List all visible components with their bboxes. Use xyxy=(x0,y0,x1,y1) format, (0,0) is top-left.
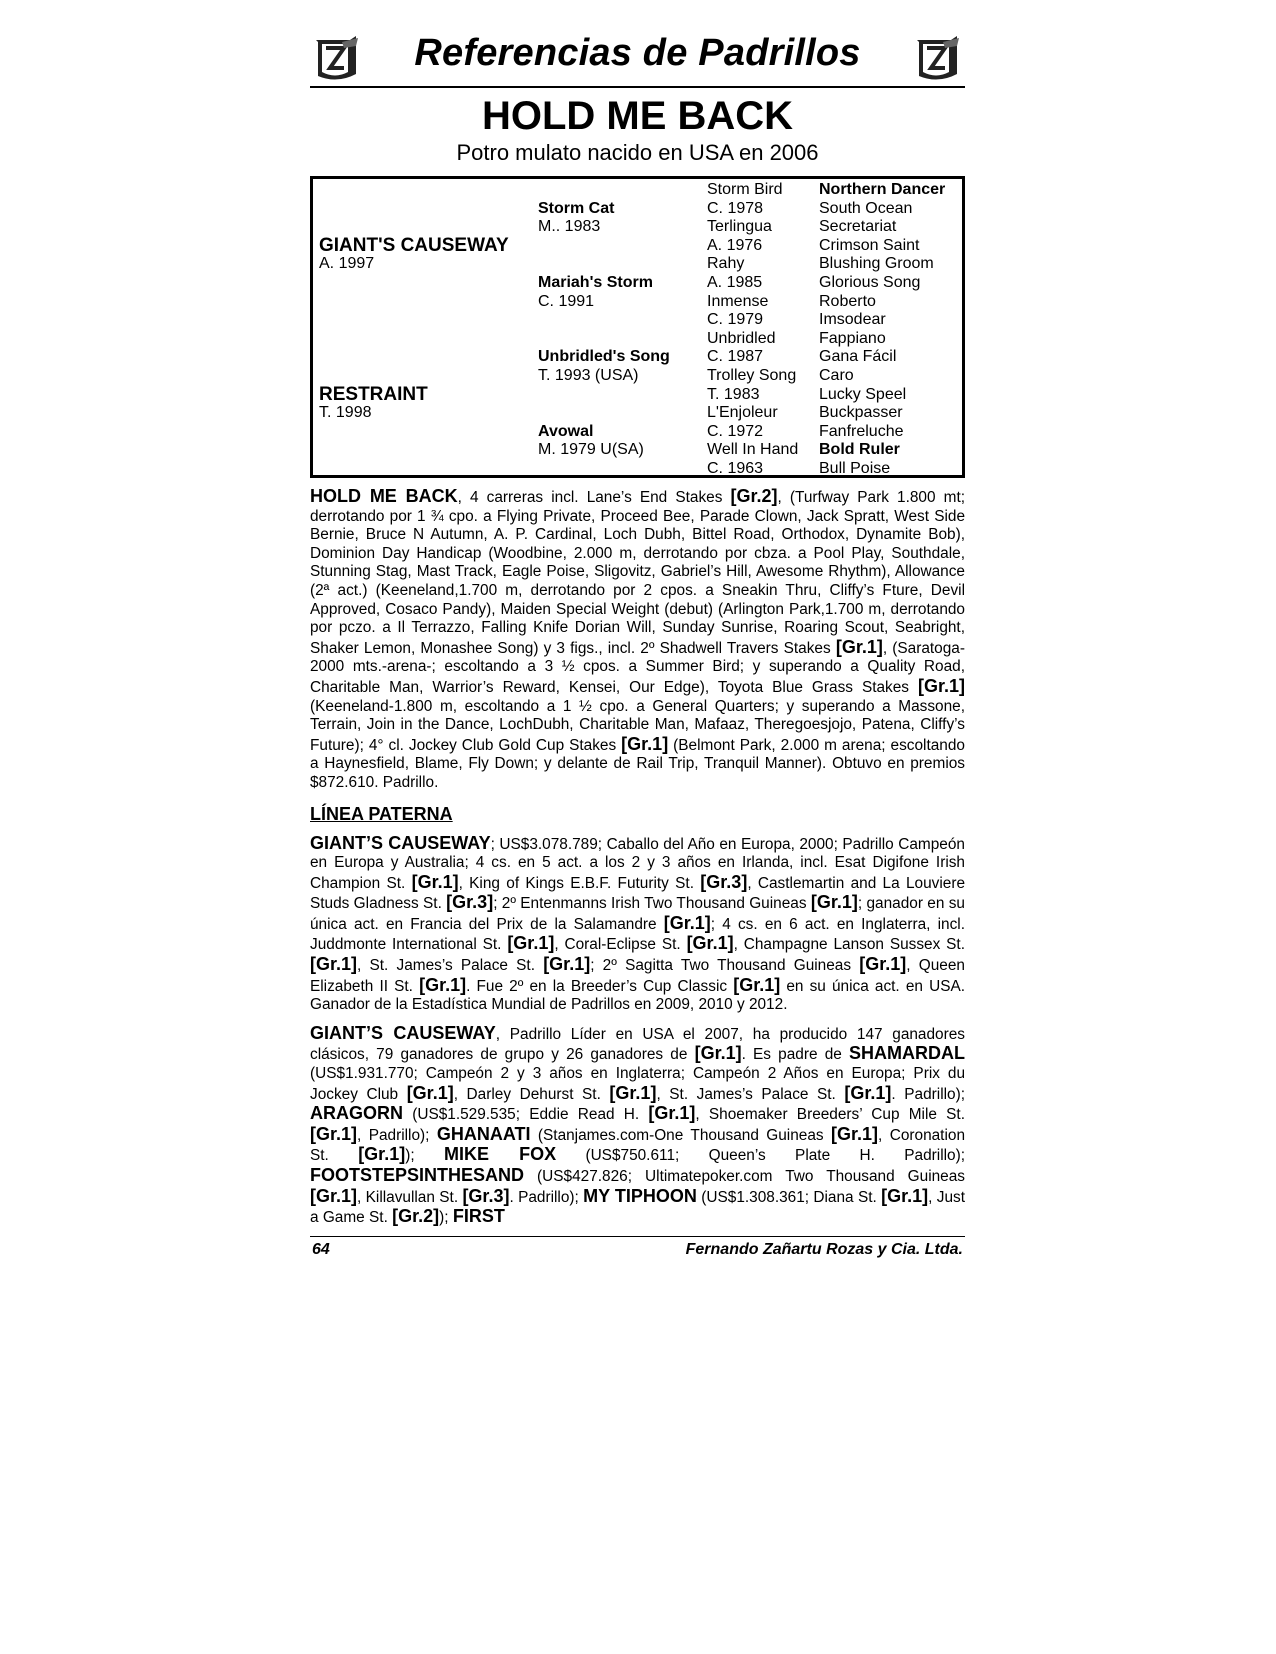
text-run: . Fue 2º en la Breeder’s Cup Classic xyxy=(466,977,734,995)
bold-text: Lane’s End Stakes xyxy=(586,489,731,506)
text-run: ; ganador en su única act. en Francia del Prix de la Salamandre xyxy=(310,895,965,933)
bold-text: Obtuvo en premios $872.610. Padrillo xyxy=(310,755,965,791)
bold-text: Padrillo Líder en USA el 2007 xyxy=(509,1025,739,1043)
pedigree-col-grandparents xyxy=(538,181,708,479)
grade-tag: [Gr.1] xyxy=(310,1185,358,1206)
text-run: ); xyxy=(955,1085,965,1103)
text-run: y xyxy=(732,996,749,1014)
text-run: ; 4 cs. en 5 act. a los 2 y 3 años en Irlanda, incl. Esat Digifone Irish Champion St. xyxy=(310,854,965,892)
text-run: , St. James’s Palace St. xyxy=(656,1085,845,1103)
pedigree-cell xyxy=(538,237,708,256)
grade-tag: [Gr.1] xyxy=(411,871,459,892)
bold-text: ARAGORN xyxy=(310,1103,403,1124)
text-run: , (Saratoga-2000 mts.-arena-; escoltando a 3 ½ cpos. a Summer Bird; y superando a Quality Road, Charitable Man, Warrior’s Reward, Kensei, Our Edge), xyxy=(310,639,965,696)
text-run: , ha producido 147 ganadores clásicos, 79 ganadores de grupo y 26 ganadores de xyxy=(310,1025,965,1064)
text-run: , (Turfway Park 1.800 mt; derrotando por 1 ¾ cpo. a Flying Private, Proceed Bee, Parade Clown, Jack Spratt, West Side Bernie, Bruce N Autumn, A. P. Cardinal, Loch Dubh, Bittel Road, Orthodox, Dynamite Bob), xyxy=(310,489,965,544)
bold-text: GIANT’S CAUSEWAY xyxy=(310,832,491,853)
text-run: (US$750.611; Queen’s Plate H. xyxy=(556,1147,905,1165)
pedigree-cell: Roberto xyxy=(819,292,876,310)
text-run: , xyxy=(689,996,699,1014)
text-run: (Stanjames.com-One Thousand Guineas xyxy=(530,1126,832,1144)
pedigree-cell: Rahy xyxy=(707,255,745,273)
text-run: (US$1.308.361; Diana St. xyxy=(696,1188,882,1206)
pedigree-cell: GIANT'S CAUSEWAY xyxy=(319,234,509,256)
grade-tag: [Gr.1] xyxy=(694,1043,742,1064)
text-run: ; 2º Entenmanns Irish Two Thousand Guineas xyxy=(493,895,811,913)
grade-tag: [Gr.1] xyxy=(419,974,467,995)
pedigree-col-ancestors xyxy=(819,181,964,479)
pedigree-cell xyxy=(319,181,529,200)
text-run: , Queen Elizabeth II St. xyxy=(310,957,965,995)
text-run: (debut) (Arlington Park,1.700 m, derrotando por pczo. a Il Terrazzo, Falling Knife Dorian Will, Sunday Sunrise, Roaring Scout, Seabright, Shaker Lemon, Monashee Song) y 3 figs., incl. 2º xyxy=(310,600,965,657)
bold-text: Padrillo xyxy=(368,1126,421,1144)
pedigree-cell: Well In Hand xyxy=(707,441,799,459)
grade-tag: [Gr.1] xyxy=(733,974,781,995)
pedigree-cell: Caro xyxy=(819,366,854,384)
shield-z-logo-icon xyxy=(913,34,963,84)
text-run: , Castlemartin and La Louviere Studs Gladness St. xyxy=(310,874,966,913)
text-run: (US$1.529.535; Eddie Read H. xyxy=(403,1106,649,1124)
bold-text: MY TIPHOON xyxy=(583,1185,697,1206)
pedigree-cell xyxy=(538,386,708,405)
grade-tag: [Gr.1] xyxy=(831,1123,879,1144)
paragraph xyxy=(310,487,965,793)
pedigree-cell: RESTRAINT xyxy=(319,383,428,405)
pedigree-cell: T. 1993 (USA) xyxy=(538,366,639,384)
grade-tag: [Gr.1] xyxy=(406,1082,454,1103)
bold-text: Padrillo xyxy=(518,1188,570,1206)
pedigree-cell: Lucky Speel xyxy=(819,385,907,403)
pedigree-cell xyxy=(319,460,529,479)
pedigree-cell xyxy=(319,293,529,312)
pedigree-cell: Fanfreluche xyxy=(819,422,904,440)
text-run: , Champagne Lanson Sussex St. xyxy=(733,936,965,954)
text-run: , Coronation St. xyxy=(310,1126,965,1165)
sire-line xyxy=(310,834,965,1228)
pedigree-cell: Glorious Song xyxy=(819,273,921,291)
bold-text: GHANAATI xyxy=(436,1123,531,1144)
text-run: (2ª act.) (Keeneland,1.700 m, derrotando por 2 cpos. a Sneakin Thru, Cliffy’s Fture, Devil Approved, Cosaco Pandy), xyxy=(310,581,965,618)
text-run: ); xyxy=(955,1147,965,1165)
text-run: , Killavullan St. xyxy=(357,1188,463,1206)
bold-text: Dominion Day Handicap xyxy=(310,544,482,562)
bold-text: Jockey Club Gold Cup Stakes xyxy=(408,736,622,754)
horse-name: HOLD ME BACK xyxy=(481,94,794,138)
grade-tag: [Gr.1] xyxy=(810,892,858,913)
paragraph xyxy=(310,1024,965,1228)
pedigree-cell: A. 1976 xyxy=(707,236,763,254)
grade-tag: [Gr.2] xyxy=(392,1206,440,1227)
bold-text: SHAMARDAL xyxy=(849,1043,965,1064)
page-number: 64 xyxy=(312,1240,330,1258)
pedigree-cell xyxy=(538,404,708,423)
pedigree-cell: C. 1991 xyxy=(538,292,595,310)
pedigree-col-great-grandparents xyxy=(707,181,817,479)
pedigree-cell: C. 1979 xyxy=(707,311,764,329)
bold-text: HOLD ME BACK xyxy=(310,486,458,506)
grade-tag: [Gr.1] xyxy=(621,733,669,754)
text-run: ); xyxy=(420,1126,437,1144)
bold-text: 2010 xyxy=(698,996,733,1014)
grade-tag: [Gr.1] xyxy=(507,933,555,954)
pedigree-table xyxy=(310,176,965,478)
pedigree-cell: Bold Ruler xyxy=(819,441,900,459)
pedigree-cell: A. 1997 xyxy=(319,255,375,273)
bold-text: Padrillo Campeón en Europa y Australia xyxy=(310,835,965,872)
bold-text: Campeón 2 y 3 años en Inglaterra xyxy=(425,1065,681,1083)
race-record xyxy=(310,487,965,793)
bold-text: 2012 xyxy=(748,996,784,1014)
pedigree-cell: Crimson Saint xyxy=(819,236,920,254)
text-run: ); xyxy=(439,1209,453,1227)
text-run: (Woodbine, 2.000 m, derrotando por cbza. a Pool Play, Southdale, Stunning Stag, Mast Track, Eagle Poise, Sligovitz, Gabriel’s Hill, Awesome Rhythm), xyxy=(310,544,965,581)
pedigree-cell: T. 1998 xyxy=(319,404,372,422)
bold-text: Toyota Blue Grass Stakes xyxy=(717,678,918,696)
text-run: ; xyxy=(680,1065,693,1083)
text-run: . xyxy=(434,773,439,791)
grade-tag: [Gr.1] xyxy=(859,954,907,975)
pedigree-col-sire-dam xyxy=(319,181,529,479)
text-run: , 4 carreras incl. xyxy=(457,489,587,506)
grade-tag: [Gr.1] xyxy=(648,1103,696,1124)
pedigree-cell: Gana Fácil xyxy=(819,348,897,366)
pedigree-cell: M.. 1983 xyxy=(538,218,601,236)
bold-text: Ganador de la Estadística Mundial de Padrillos en 2009 xyxy=(310,996,690,1014)
bold-text: Shadwell Travers Stakes xyxy=(659,639,836,657)
text-run: , King of Kings E.B.F. Futurity St. xyxy=(458,874,701,892)
text-run: ; xyxy=(833,835,843,853)
pedigree-cell xyxy=(538,181,708,200)
pedigree-cell xyxy=(319,367,529,386)
text-run: , Coral-Eclipse St. xyxy=(554,936,687,954)
text-run: ; US$3.078.789; xyxy=(490,835,607,853)
pedigree-cell: C. 1972 xyxy=(707,422,764,440)
text-run: (US$1.931.770; xyxy=(310,1065,426,1083)
text-run: , Just a Game St. xyxy=(310,1188,965,1227)
text-run: (Belmont Park, 2.000 m arena; escoltando a Haynesfield, Blame, Fly Down; y delante de Rail Trip, Tranquil Manner). xyxy=(310,736,965,773)
company-name: Fernando Zañartu Rozas y Cia. Ltda. xyxy=(685,1240,963,1258)
pedigree-cell: L'Enjoleur xyxy=(707,404,778,422)
grade-tag: [Gr.3] xyxy=(446,892,494,913)
text-run: en su única act. en USA. xyxy=(780,977,966,995)
text-run: . xyxy=(509,1188,519,1206)
pedigree-cell xyxy=(319,218,529,237)
text-run: . Es padre de xyxy=(741,1046,849,1064)
grade-tag: [Gr.1] xyxy=(881,1185,929,1206)
grade-tag: [Gr.1] xyxy=(358,1144,406,1165)
pedigree-cell: C. 1987 xyxy=(707,348,764,366)
text-run: (Keeneland-1.800 m, escoltando a 1 ½ cpo. a General Quarters; y superando a Massone, Terrain, Join in the Dance, LochDubh, Charitable Man, Mafaaz, Theregoesjojo, Patena, Cliffy’s Future); 4° cl. xyxy=(310,697,965,754)
pedigree-cell xyxy=(538,311,708,330)
pedigree-cell xyxy=(538,460,708,479)
document-page xyxy=(310,28,965,1263)
grade-tag: [Gr.1] xyxy=(310,954,358,975)
grade-tag: [Gr.1] xyxy=(835,636,883,657)
pedigree-cell xyxy=(319,274,529,293)
bold-text: GIANT’S CAUSEWAY xyxy=(310,1022,496,1043)
text-run: ); xyxy=(569,1188,584,1206)
pedigree-cell xyxy=(319,200,529,219)
bold-text: Padrillo xyxy=(904,1147,956,1165)
grade-tag: [Gr.1] xyxy=(310,1123,358,1144)
text-run: . xyxy=(783,996,788,1014)
pedigree-cell: Imsodear xyxy=(819,311,886,329)
pedigree-cell: Storm Bird xyxy=(707,181,783,198)
pedigree-cell: Mariah's Storm xyxy=(538,273,653,291)
text-run: , Shoemaker Breeders’ Cup Mile St. xyxy=(695,1106,965,1124)
page-header xyxy=(310,28,965,88)
pedigree-cell xyxy=(319,330,529,349)
pedigree-cell xyxy=(319,423,529,442)
text-run: ); xyxy=(405,1147,444,1165)
grade-tag: [Gr.1] xyxy=(844,1082,892,1103)
text-run: . xyxy=(891,1085,905,1103)
bold-text: MIKE FOX xyxy=(443,1144,557,1165)
pedigree-cell: Unbridled's Song xyxy=(538,348,670,366)
bold-text: Caballo del Año en Europa, 2000 xyxy=(606,835,834,853)
bold-text: Maiden Special Weight xyxy=(500,600,660,618)
bold-text: FIRST xyxy=(452,1206,505,1227)
pedigree-cell xyxy=(538,330,708,349)
grade-tag: [Gr.1] xyxy=(663,912,711,933)
grade-tag: [Gr.1] xyxy=(543,954,591,975)
bold-text: Campeón 2 Años en Europa xyxy=(692,1065,902,1083)
pedigree-cell: Bull Poise xyxy=(819,459,891,477)
text-run: (US$427.826; Ultimatepoker.com Two Thousand Guineas xyxy=(524,1168,965,1185)
pedigree-cell: Avowal xyxy=(538,422,594,440)
bold-text: Allowance xyxy=(894,563,965,581)
text-run: , Darley Dehurst St. xyxy=(453,1085,610,1103)
section-title: LÍNEA PATERNA xyxy=(310,803,453,824)
text-run: , xyxy=(357,1126,369,1144)
grade-tag: [Gr.1] xyxy=(686,933,734,954)
paragraph xyxy=(310,834,965,1015)
pedigree-cell xyxy=(319,311,529,330)
page-footer xyxy=(310,1236,965,1263)
pedigree-cell: C. 1978 xyxy=(707,199,764,217)
grade-tag: [Gr.1] xyxy=(609,1082,657,1103)
pedigree-cell: Secretariat xyxy=(819,218,897,236)
pedigree-cell xyxy=(538,255,708,274)
pedigree-cell: Terlingua xyxy=(707,218,772,236)
pedigree-cell: A. 1985 xyxy=(707,273,763,291)
pedigree-cell xyxy=(319,441,529,460)
grade-tag: [Gr.3] xyxy=(462,1185,510,1206)
bold-text: FOOTSTEPSINTHESAND xyxy=(310,1165,525,1185)
pedigree-cell: Inmense xyxy=(707,292,769,310)
text-run: , xyxy=(495,1025,510,1043)
pedigree-cell: Buckpasser xyxy=(819,404,903,422)
text-run: , St. James’s Palace St. xyxy=(357,957,544,975)
grade-tag: [Gr.3] xyxy=(700,871,748,892)
pedigree-cell: Fappiano xyxy=(819,329,886,347)
text-run: ; 2º Sagitta Two Thousand Guineas xyxy=(590,957,860,975)
pedigree-cell: Unbridled xyxy=(707,329,776,347)
pedigree-cell xyxy=(319,348,529,367)
header-title: Referencias de Padrillos xyxy=(414,32,861,74)
text-run: ; Prix du Jockey Club xyxy=(310,1065,966,1103)
text-run: ; 4 cs. en 6 act. en Inglaterra, incl. Juddmonte International St. xyxy=(310,915,965,954)
pedigree-cell: C. 1963 xyxy=(707,459,764,477)
pedigree-cell: South Ocean xyxy=(819,199,913,217)
pedigree-cell: M. 1979 U(SA) xyxy=(538,441,644,459)
grade-tag: [Gr.1] xyxy=(917,675,965,696)
grade-tag: [Gr.2] xyxy=(730,486,778,506)
pedigree-cell: Blushing Groom xyxy=(819,255,934,273)
pedigree-cell: Trolley Song xyxy=(707,366,797,384)
pedigree-cell: Northern Dancer xyxy=(819,181,946,198)
horse-subtitle: Potro mulato nacido en USA en 2006 xyxy=(456,140,819,165)
pedigree-cell: Storm Cat xyxy=(538,199,615,217)
bold-text: Padrillo xyxy=(904,1085,956,1103)
pedigree-cell: T. 1983 xyxy=(707,385,760,403)
